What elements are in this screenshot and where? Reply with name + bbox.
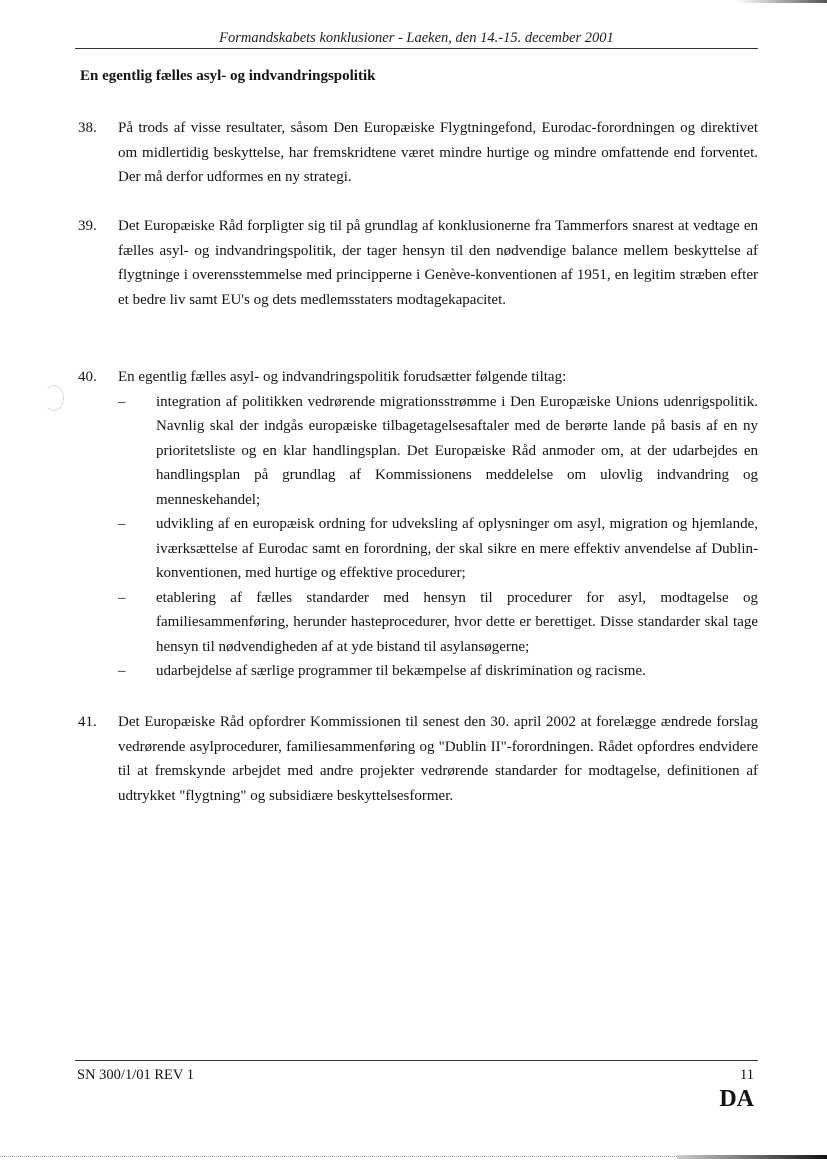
page-number: 11 <box>740 1067 754 1083</box>
list-item <box>118 512 758 586</box>
language-code: DA <box>719 1086 754 1112</box>
bullet-dash: – <box>118 516 126 532</box>
paragraph-40 <box>78 365 758 684</box>
scan-edge-bar <box>677 1155 827 1159</box>
bullet-dash: – <box>118 663 126 679</box>
document-reference: SN 300/1/01 REV 1 <box>77 1067 194 1083</box>
header-rule <box>75 48 758 49</box>
list-item-text: etablering af fælles standarder med hensyn til procedurer for asyl, modtagelse og familiesammenføring, herunder hasteprocedurer, hvor dette er berettiget. Disse standarder skal tage hensyn til nødvendigheden af at yde bistand til asylansøgerne; <box>156 589 758 655</box>
paragraph-text: Det Europæiske Råd opfordrer Kommissionen til senest den 30. april 2002 at forelægge ændrede forslag vedrørende asylprocedurer, familiesammenføring og "Dublin II"-forordningen. Rådet opfordres endvidere til at fremskynde arbejdet med andre projekter vedrørende standarder for modtagelse, definitionen af udtrykket "flygtning" og subsidiære beskyttelsesformer. <box>118 714 758 804</box>
paragraph-number: 41. <box>78 714 97 730</box>
list-item-text: udvikling af en europæisk ordning for udveksling af oplysninger om asyl, migration og hjemlande, iværksættelse af Eurodac samt en forordning, der skal sikre en mere effektiv anvendelse af Dublin-konventionen, med hurtige og effektive procedurer; <box>156 516 758 581</box>
bullet-dash: – <box>118 393 126 410</box>
list-item <box>118 586 758 660</box>
section-heading: En egentlig fælles asyl- og indvandringspolitik <box>80 68 376 84</box>
paragraph-number: 39. <box>78 218 97 234</box>
measure-list <box>118 390 758 684</box>
paragraph-number: 38. <box>78 120 97 136</box>
list-item <box>118 659 758 684</box>
paragraph-number: 40. <box>78 369 97 385</box>
list-item <box>118 390 758 513</box>
paragraph-41 <box>78 710 758 808</box>
paragraph-text: En egentlig fælles asyl- og indvandringspolitik forudsætter følgende tiltag: <box>118 369 567 385</box>
scan-edge-top <box>737 0 827 3</box>
punch-hole-mark <box>44 385 64 411</box>
paragraph-39 <box>78 214 758 312</box>
running-header: Formandskabets konklusioner - Laeken, den 14.-15. december 2001 <box>219 30 614 46</box>
paragraph-text: Det Europæiske Råd forpligter sig til på grundlag af konklusionerne fra Tammerfors snarest at vedtage en fælles asyl- og indvandringspolitik, der tager hensyn til den nødvendige balance mellem beskyttelse af flygtninge i overensstemmelse med principperne i Genève-konventionen af 1951, en legitim stræben efter et bedre liv samt EU's og dets medlemsstaters modtagekapacitet. <box>118 218 758 308</box>
list-item-text: udarbejdelse af særlige programmer til bekæmpelse af diskrimination og racisme. <box>156 663 646 679</box>
list-item-text: integration af politikken vedrørende migrationsstrømme i Den Europæiske Unions udenrigspolitik. Navnlig skal der indgås europæiske tilbagetagelsesaftaler med de berørte lande på basis af en ny prioritetsliste og en klar handlingsplan. Det Europæiske Råd anmoder om, at der udarbejdes en handlingsplan på grundlag af Kommissionens meddelelse om ulovlig indvandring og menneskehandel; <box>156 393 758 508</box>
footer-rule <box>75 1060 758 1061</box>
paragraph-text: På trods af visse resultater, såsom Den Europæiske Flygtningefond, Eurodac-forordningen og direktivet om midlertidig beskyttelse, har fremskridtene været mindre hurtige og mindre omfattende end forventet. Der må derfor udformes en ny strategi. <box>118 120 758 185</box>
bullet-dash: – <box>118 589 126 606</box>
paragraph-38 <box>78 116 758 190</box>
